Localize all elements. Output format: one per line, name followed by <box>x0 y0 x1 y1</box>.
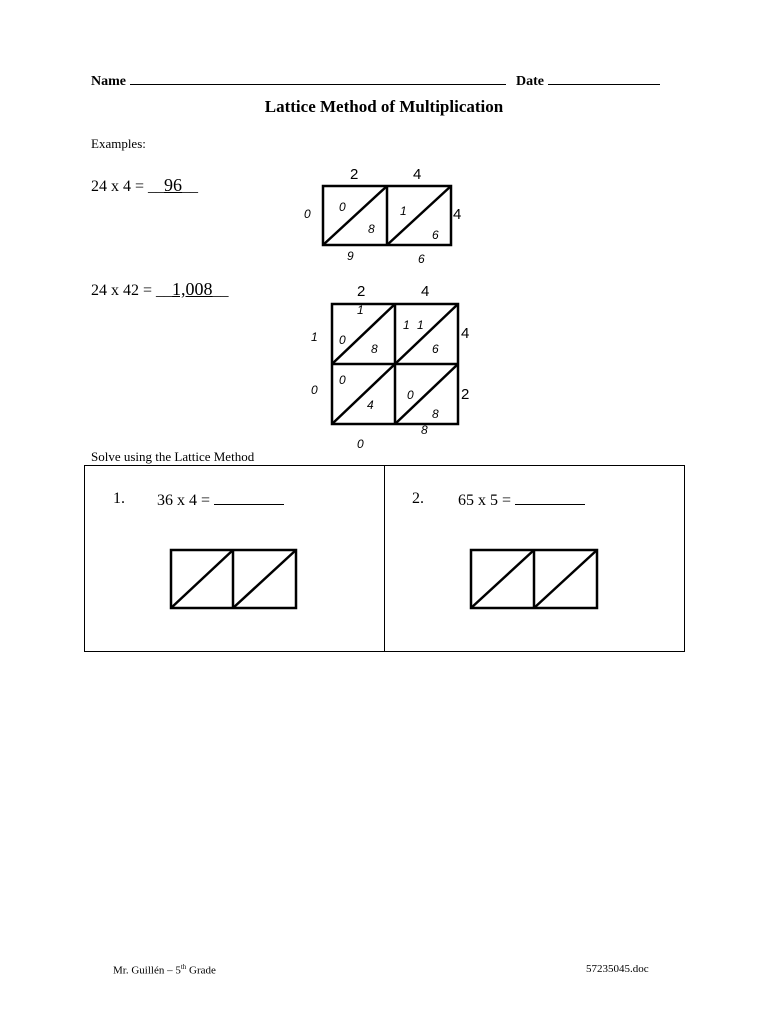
example2-cell2-bottom: 6 <box>432 342 439 356</box>
example2-cell1-bottom: 8 <box>371 342 378 356</box>
example2-left-digit-3: 0 <box>357 437 364 451</box>
problem2-equation: 65 x 5 = <box>458 490 585 510</box>
example2-right-digit-2: 2 <box>461 386 470 403</box>
example2-answer: 1,008 <box>172 279 213 299</box>
footer-teacher: Mr. Guillén – 5th Grade <box>113 963 216 977</box>
example2-cell3-bottom: 4 <box>367 398 374 412</box>
example1-bottom-digit-2: 6 <box>418 252 425 266</box>
example1-cell2-top: 1 <box>400 204 407 218</box>
page-title: Lattice Method of Multiplication <box>264 97 504 116</box>
example2-equation: 24 x 42 = __1,008__ <box>91 279 229 299</box>
example2-carry-2: 1 <box>403 318 410 332</box>
example2-cell4-top: 0 <box>407 388 414 402</box>
example1-answer: 96 <box>164 175 183 195</box>
problem2-number: 2. <box>412 490 424 507</box>
example2-right-digit-1: 4 <box>461 325 470 342</box>
example1-cell1-top: 0 <box>339 200 346 214</box>
problem1-number: 1. <box>113 490 125 507</box>
example2-cell1-top: 0 <box>339 333 346 347</box>
example1-bottom-digit-1: 9 <box>347 249 354 263</box>
example2-cell4-bottom: 8 <box>432 407 439 421</box>
example2-left-digit-1: 1 <box>311 330 318 344</box>
example2-bottom-digit: 8 <box>421 423 428 437</box>
example1-top-digit-2: 4 <box>413 166 422 183</box>
example2-carry-3: 1 <box>417 318 424 332</box>
example1-right-digit: 4 <box>453 206 462 223</box>
problem1-equation: 36 x 4 = <box>157 490 284 510</box>
example2-left-digit-2: 0 <box>311 383 318 397</box>
example1-cell1-bottom: 8 <box>368 222 375 236</box>
example1-left-digit: 0 <box>304 207 311 221</box>
footer-doc: 57235045.doc <box>586 963 649 975</box>
example2-cell3-top: 0 <box>339 373 346 387</box>
example2-carry-1: 1 <box>357 303 364 317</box>
date-label: Date <box>516 70 660 90</box>
example2-top-digit-2: 4 <box>421 283 430 300</box>
example1-cell2-bottom: 6 <box>432 228 439 242</box>
example2-top-digit-1: 2 <box>357 283 366 300</box>
solve-label: Solve using the Lattice Method <box>91 449 255 464</box>
examples-label: Examples: <box>91 136 146 151</box>
name-label: Name <box>91 70 506 90</box>
example1-equation: 24 x 4 = __96__ <box>91 175 199 195</box>
example1-top-digit-1: 2 <box>350 166 359 183</box>
